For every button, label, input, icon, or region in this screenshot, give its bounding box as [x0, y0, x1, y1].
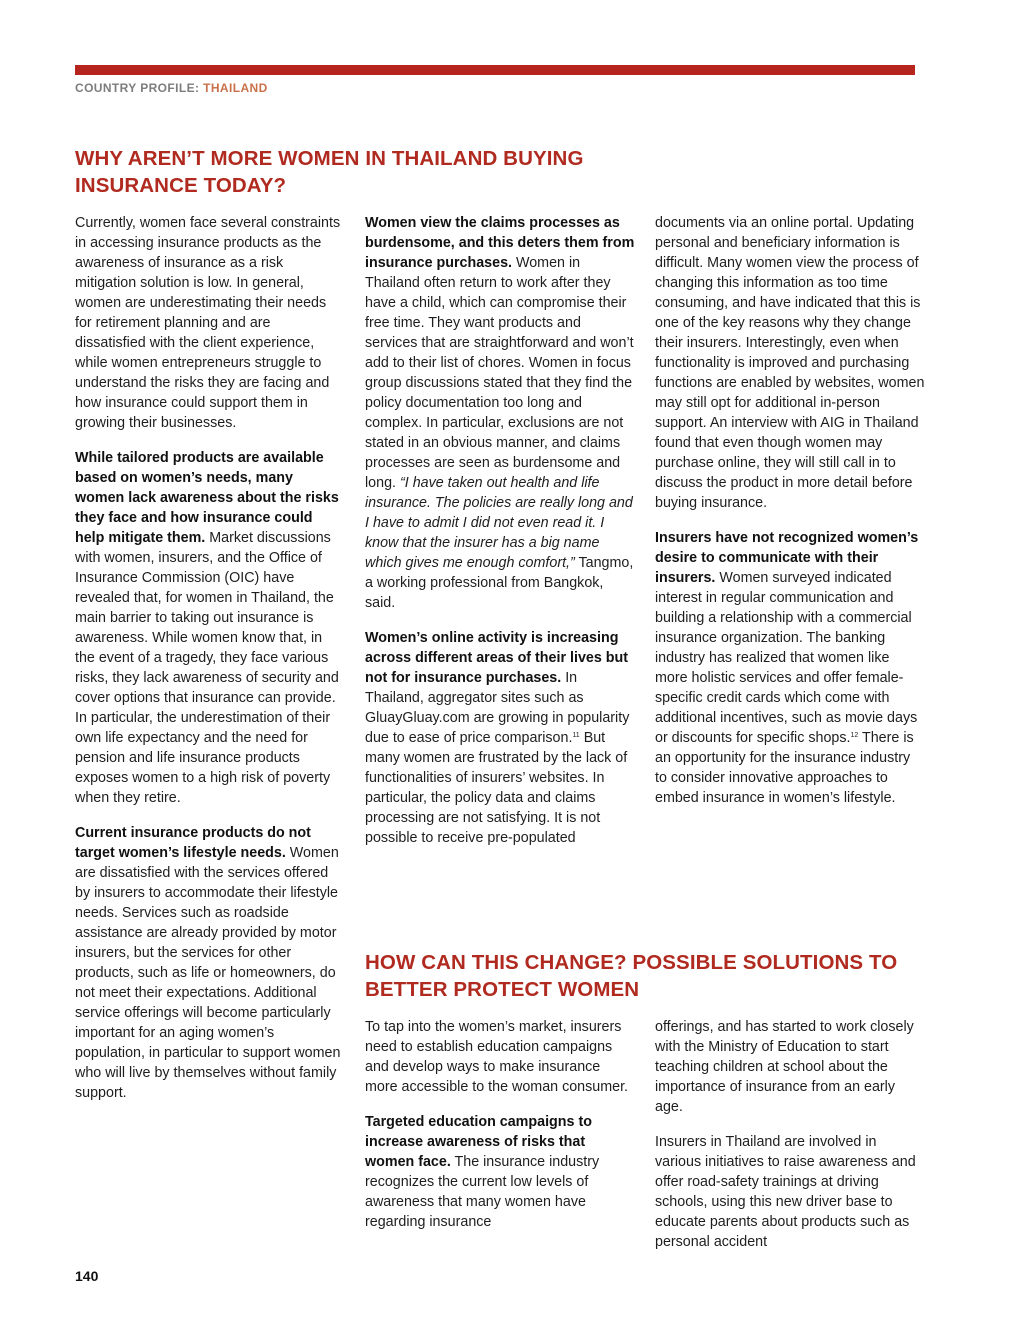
lead-in-bold: Current insurance products do not target women’s lifestyle needs.: [75, 825, 311, 861]
footnote-ref: 11: [572, 732, 580, 739]
text-column-1: [75, 213, 345, 1118]
paragraph: Women’s online activity is increasing across different areas of their lives but not for insurance purchases. In Thailand, aggregator sites such as GluayGluay.com are growing in popularity due to ease of price comparison.$^{11}$ But many women are frustrated by the lack of functionalities of insurers’ websites. In particular, the policy data and claims processing are not satisfying. It is not possible to receive pre-populated: [365, 630, 630, 846]
top-accent-bar: [75, 65, 915, 75]
paragraph: Insurers have not recognized women’s desire to communicate with their insurers. Women surveyed indicated interest in regular communication and building a relationship with a commercial insurance organization. The banking industry has realized that women like more holistic services and offer female-specific credit cards which come with additional incentives, such as movie days or discounts for specific shops.$^{12}$ There is an opportunity for the insurance industry to consider innovative approaches to embed insurance in women’s lifestyle.: [655, 530, 919, 806]
lead-in-bold: Women’s online activity is increasing across different areas of their lives but not for insurance purchases.: [365, 630, 628, 686]
text-column-3: [655, 213, 925, 823]
text-column-5: [655, 1017, 925, 1267]
paragraph: Currently, women face several constraints in accessing insurance products as the awareness of insurance as a risk mitigation solution is low. In general, women are underestimating their needs for retirement planning and are dissatisfied with the client experience, while women entrepreneurs struggle to understand the risks they are facing and how insurance could support them in growing their businesses.: [75, 215, 341, 431]
lead-in-bold: Targeted education campaigns to increase awareness of risks that women face.: [365, 1114, 592, 1170]
paragraph: Current insurance products do not target women’s lifestyle needs. Women are dissatisfied with the services offered by insurers to accommodate their lifestyle needs. Services such as roadside assistance are already provided by motor insurers, but the services for other products, such as life or homeowners, do not meet their expectations. Additional service offerings will become particularly important for an aging women’s population, in particular to support women who will live by themselves without family support.: [75, 825, 341, 1101]
footnote-ref: 12: [850, 732, 859, 739]
paragraph: Insurers in Thailand are involved in various initiatives to raise awareness and offer road-safety trainings at driving schools, using this new driver base to educate parents about products such as personal accident: [655, 1134, 916, 1250]
paragraph: Women view the claims processes as burdensome, and this deters them from insurance purchases. Women in Thailand often return to work after they have a child, which can compromise their free time. They want products and services that are straightforward and won’t add to their list of chores. Women in focus group discussions stated that they find the policy documentation too long and complex. In particular, exclusions are not stated in an obvious manner, and claims processes are seen as burdensome and long. “I have taken out health and life insurance. The policies are really long and I have to admit I did not even read it. I know that the insurer has a big name which gives me enough comfort,” Tangmo, a working professional from Bangkok, said.: [365, 215, 635, 611]
paragraph: Targeted education campaigns to increase awareness of risks that women face. The insurance industry recognizes the current low levels of awareness that many women have regarding insurance: [365, 1114, 600, 1230]
lead-in-bold: Insurers have not recognized women’s desire to communicate with their insurers.: [655, 530, 919, 586]
lead-in-bold: While tailored products are available based on women’s needs, many women lack awareness about the risks they face and how insurance could help mitigate them.: [75, 450, 339, 546]
paragraph: While tailored products are available based on women’s needs, many women lack awareness about the risks they face and how insurance could help mitigate them. Market discussions with women, insurers, and the Office of Insurance Commission (OIC) have revealed that, for women in Thailand, the main barrier to taking out insurance is awareness. While women know that, in the event of a tragedy, they face various risks, they lack awareness of security and cover options that insurance can provide. In particular, the underestimation of their own life expectancy and the need for pension and life insurance products exposes women to a high risk of poverty when they retire.: [75, 450, 339, 806]
lead-in-bold: Women view the claims processes as burdensome, and this deters them from insurance purchases.: [365, 215, 635, 271]
section-heading-why: WHY AREN’T MORE WOMEN IN THAILAND BUYING INSURANCE TODAY?: [75, 147, 584, 197]
quote: “I have taken out health and life insurance. The policies are really long and I have to admit I did not even read it. I know that the insurer has a big name which gives me enough comfort,”: [365, 475, 633, 571]
running-header-country: THAILAND: [203, 81, 268, 95]
paragraph: documents via an online portal. Updating personal and beneficiary information is difficult. Many women view the process of changing this information as too time consuming, and have indicated that this is one of the key reasons why they change their insurers. Interestingly, even when functionality is improved and purchasing functions are enabled by websites, women may still opt for additional in-person support. An interview with AIG in Thailand found that even though women may purchase online, they will still call in to discuss the product in more detail before buying insurance.: [655, 215, 925, 511]
paragraph: To tap into the women’s market, insurers need to establish education campaigns and develop ways to make insurance more accessible to the woman consumer.: [365, 1019, 629, 1095]
text-column-4: [365, 1017, 635, 1247]
page-number: 140: [75, 1268, 99, 1284]
running-header: [75, 81, 268, 95]
section-heading-solutions: HOW CAN THIS CHANGE? POSSIBLE SOLUTIONS TO BETTER PROTECT WOMEN: [365, 951, 898, 1001]
paragraph: offerings, and has started to work closely with the Ministry of Education to start teaching children at school about the importance of insurance from an early age.: [655, 1019, 914, 1115]
running-header-label: COUNTRY PROFILE:: [75, 81, 200, 95]
text-column-2: [365, 213, 635, 863]
